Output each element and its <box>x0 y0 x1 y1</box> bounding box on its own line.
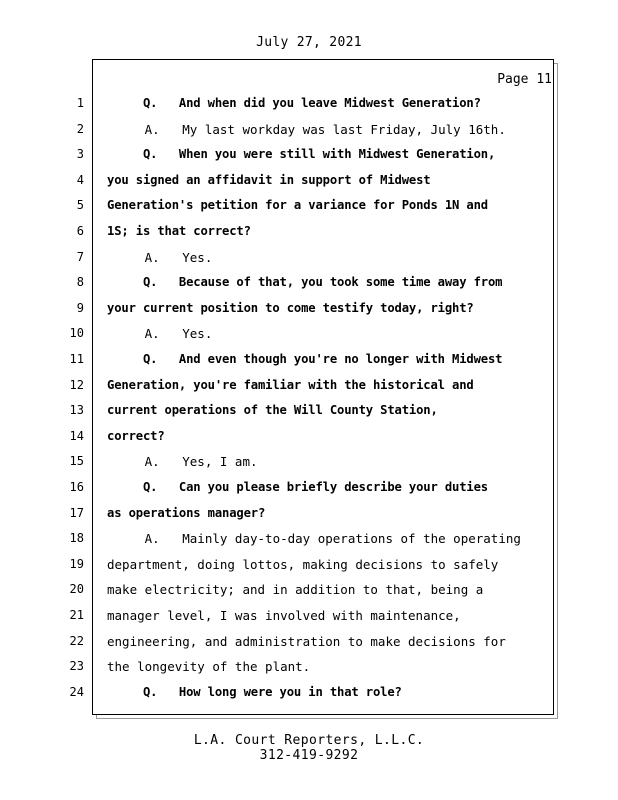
transcript-line: current operations of the Will County Station, <box>107 403 438 418</box>
line-number: 23 <box>69 659 84 674</box>
transcript-line: make electricity; and in addition to that, being a <box>107 582 484 598</box>
transcript-line: your current position to come testify today, right? <box>107 300 474 315</box>
transcript-line: Q. Can you please briefly describe your duties <box>107 480 488 494</box>
line-number: 6 <box>76 224 84 238</box>
line-number: 16 <box>69 480 84 494</box>
transcript-line: 1S; is that correct? <box>107 224 251 238</box>
transcript-line: Generation, you're familiar with the historical and <box>107 377 474 392</box>
transcript-line: as operations manager? <box>107 505 266 520</box>
transcript-line: you signed an affidavit in support of Midwest <box>107 172 431 187</box>
line-number: 21 <box>69 608 84 622</box>
transcript-line: department, doing lottos, making decisions to safely <box>107 556 499 572</box>
line-number: 18 <box>69 531 84 546</box>
footer-phone: 312-419-9292 <box>259 748 359 763</box>
transcript-line: Q. When you were still with Midwest Generation, <box>107 147 496 162</box>
transcript-line: A. Yes, I am. <box>107 454 258 470</box>
line-number: 10 <box>69 326 84 341</box>
line-number: 7 <box>76 249 84 264</box>
transcript-line: manager level, I was involved with maintenance, <box>107 608 461 623</box>
line-number: 4 <box>76 172 84 187</box>
transcript-line: Q. And even though you're no longer with Midwest <box>107 352 503 366</box>
line-number: 13 <box>69 403 84 418</box>
transcript-date: July 27, 2021 <box>256 35 362 50</box>
line-number: 20 <box>69 582 84 597</box>
line-number: 12 <box>69 377 84 392</box>
transcript-line: A. Yes. <box>107 326 213 342</box>
footer-company: L.A. Court Reporters, L.L.C. <box>193 733 425 748</box>
transcript-line: A. Yes. <box>107 249 213 265</box>
line-number: 5 <box>76 198 84 213</box>
transcript-line: Q. Because of that, you took some time away from <box>107 275 503 290</box>
line-number: 1 <box>76 96 84 110</box>
line-number: 24 <box>69 684 84 699</box>
line-number: 22 <box>69 633 84 648</box>
line-number: 2 <box>76 121 84 136</box>
line-number: 15 <box>69 454 84 469</box>
line-number: 14 <box>69 428 84 443</box>
transcript-line: engineering, and administration to make decisions for <box>107 633 506 649</box>
page-number: Page 11 <box>497 72 552 87</box>
line-number: 19 <box>69 556 84 571</box>
transcript-line: A. Mainly day-to-day operations of the operating <box>107 531 521 547</box>
transcript-line: the longevity of the plant. <box>107 659 311 675</box>
line-number: 11 <box>69 352 84 366</box>
line-number: 3 <box>76 147 84 162</box>
transcript-line: Q. And when did you leave Midwest Generation? <box>107 96 481 110</box>
transcript-line: Generation's petition for a variance for Ponds 1N and <box>107 198 488 213</box>
line-number: 9 <box>76 300 84 315</box>
line-number: 8 <box>76 275 84 290</box>
transcript-line: correct? <box>107 428 165 443</box>
transcript-line: A. My last workday was last Friday, July 16th. <box>107 121 506 137</box>
line-number: 17 <box>69 505 84 520</box>
transcript-line: Q. How long were you in that role? <box>107 684 402 699</box>
